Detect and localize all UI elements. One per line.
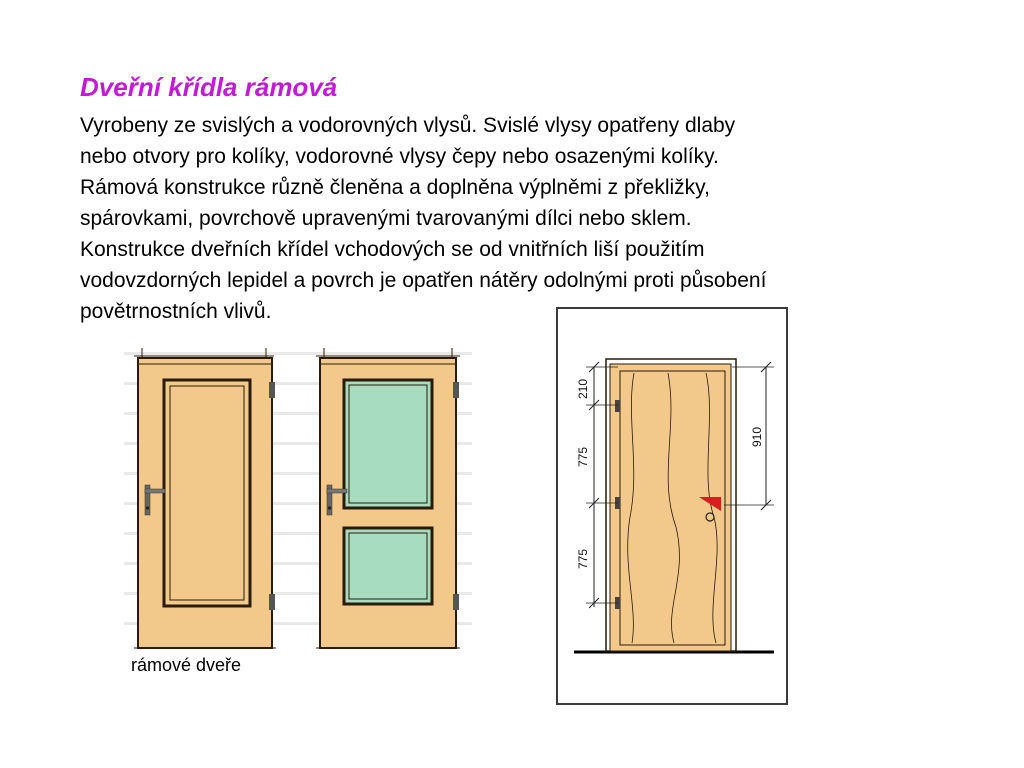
door-dimension-drawing xyxy=(556,307,788,705)
text-line: Vyrobeny ze svislých a vodorovných vlysů. Svislé vlysy opatřeny dlaby xyxy=(80,114,736,137)
figure-caption: rámové dveře xyxy=(131,655,242,675)
frame-doors-illustration xyxy=(124,344,472,678)
text-line: povětrnostních vlivů. xyxy=(80,300,272,323)
text-line: spárovkami, povrchově upravenými tvarovanými dílci nebo sklem. xyxy=(80,207,692,230)
text-line: Konstrukce dveřních křídel vchodových se od vnitřních liší použitím xyxy=(80,238,705,261)
dimension-upper: 775 xyxy=(576,446,590,467)
text-line: Rámová konstrukce různě členěna a doplněna výplněmi z překližky, xyxy=(80,176,710,199)
frame-doors-drawing xyxy=(124,344,472,678)
door-dimension-svg xyxy=(556,307,788,705)
dimension-top: 210 xyxy=(576,378,590,399)
dimension-handle-height: 910 xyxy=(750,426,764,447)
slide-title: Dveřní křídla rámová xyxy=(80,72,338,102)
dimension-lower: 775 xyxy=(576,548,590,569)
text-line: nebo otvory pro kolíky, vodorovné vlysy čepy nebo osazenými kolíky. xyxy=(80,145,719,168)
text-line: vodovzdorných lepidel a povrch je opatřen nátěry odolnými proti působení xyxy=(80,269,767,292)
door-two-glass-panels xyxy=(316,348,460,648)
door-single-panel xyxy=(134,348,276,648)
description-text xyxy=(80,110,950,327)
